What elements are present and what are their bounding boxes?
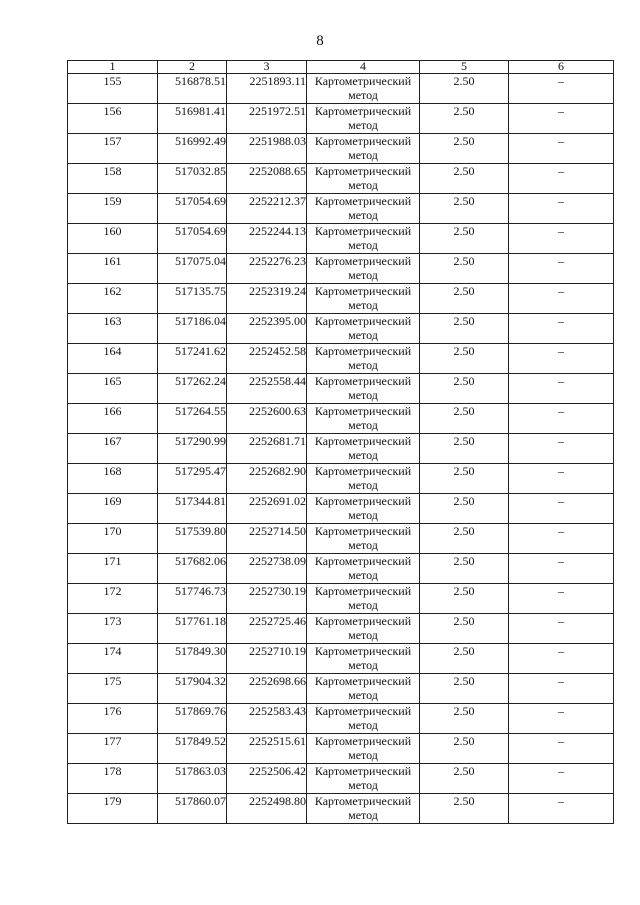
cell-y-coordinate: 2252212.37 [227, 194, 307, 224]
cell-y-coordinate: 2252515.61 [227, 734, 307, 764]
cell-description: – [509, 164, 614, 194]
table-row [68, 614, 614, 644]
cell-method: Картометрический метод [307, 104, 420, 134]
cell-x-coordinate: 517264.55 [158, 404, 227, 434]
cell-point-number: 162 [68, 284, 158, 314]
table-row [68, 734, 614, 764]
cell-method: Картометрический метод [307, 134, 420, 164]
cell-accuracy: 2.50 [420, 674, 509, 704]
cell-accuracy: 2.50 [420, 584, 509, 614]
cell-method: Картометрический метод [307, 374, 420, 404]
table-row [68, 194, 614, 224]
cell-accuracy: 2.50 [420, 614, 509, 644]
cell-method: Картометрический метод [307, 794, 420, 824]
cell-description: – [509, 644, 614, 674]
cell-accuracy: 2.50 [420, 194, 509, 224]
cell-y-coordinate: 2252319.24 [227, 284, 307, 314]
cell-point-number: 161 [68, 254, 158, 284]
cell-y-coordinate: 2252730.19 [227, 584, 307, 614]
cell-y-coordinate: 2251972.51 [227, 104, 307, 134]
cell-point-number: 167 [68, 434, 158, 464]
cell-x-coordinate: 516981.41 [158, 104, 227, 134]
cell-x-coordinate: 516878.51 [158, 74, 227, 104]
cell-method: Картометрический метод [307, 404, 420, 434]
cell-description: – [509, 674, 614, 704]
cell-point-number: 178 [68, 764, 158, 794]
cell-point-number: 158 [68, 164, 158, 194]
cell-description: – [509, 584, 614, 614]
cell-y-coordinate: 2252600.63 [227, 404, 307, 434]
cell-y-coordinate: 2252498.80 [227, 794, 307, 824]
cell-y-coordinate: 2252710.19 [227, 644, 307, 674]
cell-x-coordinate: 517295.47 [158, 464, 227, 494]
cell-x-coordinate: 517904.32 [158, 674, 227, 704]
table-row [68, 464, 614, 494]
table-row [68, 764, 614, 794]
cell-x-coordinate: 517860.07 [158, 794, 227, 824]
cell-method: Картометрический метод [307, 644, 420, 674]
cell-method: Картометрический метод [307, 584, 420, 614]
cell-description: – [509, 434, 614, 464]
cell-accuracy: 2.50 [420, 344, 509, 374]
table-row [68, 314, 614, 344]
cell-point-number: 174 [68, 644, 158, 674]
cell-point-number: 168 [68, 464, 158, 494]
cell-accuracy: 2.50 [420, 404, 509, 434]
cell-x-coordinate: 517746.73 [158, 584, 227, 614]
header-col-2: 2 [158, 61, 227, 74]
cell-description: – [509, 194, 614, 224]
table-row [68, 224, 614, 254]
cell-point-number: 155 [68, 74, 158, 104]
table-row [68, 524, 614, 554]
cell-point-number: 169 [68, 494, 158, 524]
cell-point-number: 177 [68, 734, 158, 764]
cell-point-number: 160 [68, 224, 158, 254]
cell-x-coordinate: 517869.76 [158, 704, 227, 734]
cell-point-number: 173 [68, 614, 158, 644]
table-row [68, 554, 614, 584]
cell-point-number: 163 [68, 314, 158, 344]
cell-description: – [509, 104, 614, 134]
cell-accuracy: 2.50 [420, 224, 509, 254]
cell-accuracy: 2.50 [420, 254, 509, 284]
cell-accuracy: 2.50 [420, 524, 509, 554]
cell-description: – [509, 734, 614, 764]
cell-method: Картометрический метод [307, 194, 420, 224]
cell-y-coordinate: 2252681.71 [227, 434, 307, 464]
cell-description: – [509, 314, 614, 344]
table-header [68, 61, 614, 74]
cell-point-number: 159 [68, 194, 158, 224]
cell-x-coordinate: 517761.18 [158, 614, 227, 644]
cell-method: Картометрический метод [307, 464, 420, 494]
cell-accuracy: 2.50 [420, 704, 509, 734]
cell-method: Картометрический метод [307, 524, 420, 554]
cell-accuracy: 2.50 [420, 134, 509, 164]
cell-description: – [509, 794, 614, 824]
cell-x-coordinate: 517539.80 [158, 524, 227, 554]
table-row [68, 374, 614, 404]
cell-accuracy: 2.50 [420, 644, 509, 674]
cell-x-coordinate: 517032.85 [158, 164, 227, 194]
cell-y-coordinate: 2252276.23 [227, 254, 307, 284]
table-row [68, 494, 614, 524]
cell-y-coordinate: 2252714.50 [227, 524, 307, 554]
table-row [68, 434, 614, 464]
cell-y-coordinate: 2252682.90 [227, 464, 307, 494]
cell-accuracy: 2.50 [420, 74, 509, 104]
cell-method: Картометрический метод [307, 314, 420, 344]
cell-description: – [509, 374, 614, 404]
cell-description: – [509, 494, 614, 524]
cell-y-coordinate: 2252088.65 [227, 164, 307, 194]
cell-method: Картометрический метод [307, 494, 420, 524]
cell-point-number: 171 [68, 554, 158, 584]
cell-x-coordinate: 517849.30 [158, 644, 227, 674]
header-col-1: 1 [68, 61, 158, 74]
cell-method: Картометрический метод [307, 254, 420, 284]
cell-accuracy: 2.50 [420, 464, 509, 494]
cell-x-coordinate: 516992.49 [158, 134, 227, 164]
cell-accuracy: 2.50 [420, 794, 509, 824]
table-body [68, 74, 614, 824]
cell-point-number: 179 [68, 794, 158, 824]
cell-y-coordinate: 2252244.13 [227, 224, 307, 254]
cell-method: Картометрический метод [307, 284, 420, 314]
cell-accuracy: 2.50 [420, 104, 509, 134]
cell-x-coordinate: 517344.81 [158, 494, 227, 524]
cell-method: Картометрический метод [307, 614, 420, 644]
cell-description: – [509, 614, 614, 644]
cell-point-number: 176 [68, 704, 158, 734]
cell-y-coordinate: 2252738.09 [227, 554, 307, 584]
cell-description: – [509, 284, 614, 314]
cell-point-number: 156 [68, 104, 158, 134]
cell-method: Картометрический метод [307, 74, 420, 104]
cell-accuracy: 2.50 [420, 314, 509, 344]
cell-x-coordinate: 517135.75 [158, 284, 227, 314]
header-col-5: 5 [420, 61, 509, 74]
cell-point-number: 164 [68, 344, 158, 374]
header-col-6: 6 [509, 61, 614, 74]
cell-method: Картометрический метод [307, 674, 420, 704]
cell-accuracy: 2.50 [420, 284, 509, 314]
cell-x-coordinate: 517054.69 [158, 224, 227, 254]
cell-x-coordinate: 517262.24 [158, 374, 227, 404]
table-row [68, 164, 614, 194]
cell-y-coordinate: 2252583.43 [227, 704, 307, 734]
cell-point-number: 175 [68, 674, 158, 704]
cell-y-coordinate: 2251893.11 [227, 74, 307, 104]
cell-description: – [509, 74, 614, 104]
cell-x-coordinate: 517849.52 [158, 734, 227, 764]
cell-accuracy: 2.50 [420, 434, 509, 464]
cell-method: Картометрический метод [307, 554, 420, 584]
cell-description: – [509, 254, 614, 284]
cell-point-number: 157 [68, 134, 158, 164]
table-row [68, 704, 614, 734]
cell-method: Картометрический метод [307, 704, 420, 734]
cell-accuracy: 2.50 [420, 164, 509, 194]
cell-x-coordinate: 517863.03 [158, 764, 227, 794]
cell-x-coordinate: 517054.69 [158, 194, 227, 224]
table-row [68, 134, 614, 164]
cell-y-coordinate: 2252506.42 [227, 764, 307, 794]
cell-y-coordinate: 2252691.02 [227, 494, 307, 524]
cell-y-coordinate: 2252395.00 [227, 314, 307, 344]
cell-method: Картометрический метод [307, 164, 420, 194]
cell-accuracy: 2.50 [420, 554, 509, 584]
cell-accuracy: 2.50 [420, 734, 509, 764]
header-col-4: 4 [307, 61, 420, 74]
cell-point-number: 165 [68, 374, 158, 404]
table-row [68, 644, 614, 674]
cell-y-coordinate: 2252558.44 [227, 374, 307, 404]
cell-x-coordinate: 517186.04 [158, 314, 227, 344]
cell-point-number: 170 [68, 524, 158, 554]
cell-description: – [509, 224, 614, 254]
cell-y-coordinate: 2252452.58 [227, 344, 307, 374]
table-row [68, 674, 614, 704]
coordinates-table [67, 60, 614, 824]
cell-description: – [509, 464, 614, 494]
cell-description: – [509, 764, 614, 794]
table-row [68, 344, 614, 374]
cell-x-coordinate: 517241.62 [158, 344, 227, 374]
cell-x-coordinate: 517682.06 [158, 554, 227, 584]
table-row [68, 254, 614, 284]
cell-method: Картометрический метод [307, 344, 420, 374]
cell-description: – [509, 704, 614, 734]
header-row [68, 61, 614, 74]
cell-point-number: 172 [68, 584, 158, 614]
cell-y-coordinate: 2252725.46 [227, 614, 307, 644]
table-row [68, 104, 614, 134]
cell-y-coordinate: 2251988.03 [227, 134, 307, 164]
cell-description: – [509, 554, 614, 584]
cell-description: – [509, 344, 614, 374]
cell-x-coordinate: 517290.99 [158, 434, 227, 464]
cell-method: Картометрический метод [307, 434, 420, 464]
header-col-3: 3 [227, 61, 307, 74]
cell-accuracy: 2.50 [420, 764, 509, 794]
table-row [68, 284, 614, 314]
table-row [68, 74, 614, 104]
table-row [68, 584, 614, 614]
cell-point-number: 166 [68, 404, 158, 434]
cell-description: – [509, 134, 614, 164]
cell-x-coordinate: 517075.04 [158, 254, 227, 284]
cell-method: Картометрический метод [307, 224, 420, 254]
cell-method: Картометрический метод [307, 764, 420, 794]
cell-y-coordinate: 2252698.66 [227, 674, 307, 704]
cell-accuracy: 2.50 [420, 374, 509, 404]
page-number: 8 [316, 33, 324, 49]
cell-description: – [509, 404, 614, 434]
cell-description: – [509, 524, 614, 554]
cell-accuracy: 2.50 [420, 494, 509, 524]
table-row [68, 404, 614, 434]
cell-method: Картометрический метод [307, 734, 420, 764]
table-row [68, 794, 614, 824]
